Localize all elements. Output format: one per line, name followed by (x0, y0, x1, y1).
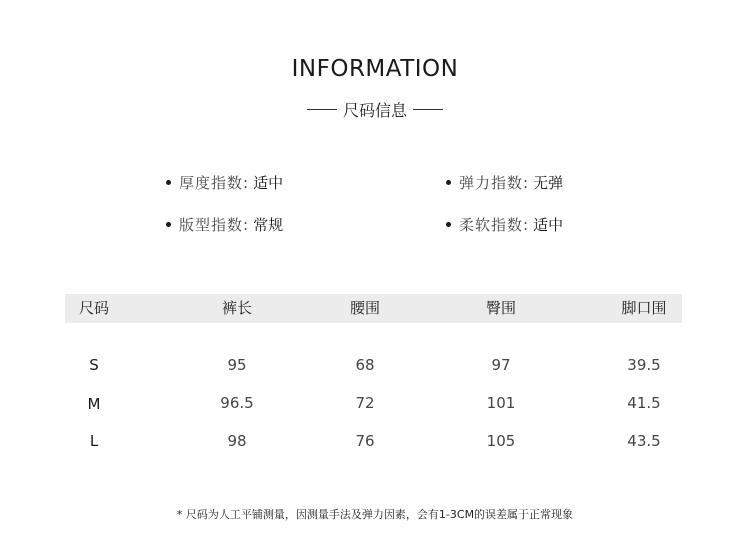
table-cell-size: M (87, 395, 101, 413)
bullet-icon (446, 222, 451, 227)
attribute-label: 弹力指数: (459, 173, 530, 192)
page-subtitle: 尺码信息 (342, 101, 407, 120)
bullet-icon (166, 222, 171, 227)
table-cell-hem: 39.5 (627, 356, 661, 374)
subtitle-divider-right (413, 109, 443, 110)
table-cell-length: 95 (227, 356, 247, 374)
attribute-elasticity (446, 170, 563, 194)
table-cell-hem: 41.5 (627, 394, 661, 412)
page-title: INFORMATION (291, 56, 459, 82)
attribute-label: 版型指数: (179, 215, 250, 234)
attribute-softness (446, 212, 563, 236)
table-cell-size: S (89, 356, 99, 374)
table-cell-hip: 105 (486, 432, 516, 450)
table-cell-length: 98 (227, 432, 247, 450)
table-header-hip: 臀围 (485, 299, 516, 317)
table-header-hem: 脚口围 (621, 299, 667, 317)
table-header-length: 裤长 (221, 299, 252, 317)
attribute-value: 适中 (533, 215, 564, 234)
attribute-label: 柔软指数: (459, 215, 530, 234)
attribute-label: 厚度指数: (179, 173, 250, 192)
table-cell-waist: 72 (355, 394, 375, 412)
bullet-icon (166, 180, 171, 185)
table-header-size: 尺码 (78, 299, 109, 317)
attribute-value: 适中 (253, 173, 284, 192)
subtitle-row (0, 98, 750, 121)
attribute-value: 常规 (253, 215, 284, 234)
table-cell-length: 96.5 (220, 394, 254, 412)
measurement-footnote: * 尺码为人工平铺测量，因测量手法及弹力因素，会有1-3CM的误差属于正常现象 (176, 508, 574, 521)
attribute-thickness (166, 170, 283, 194)
attribute-fit (166, 212, 283, 236)
table-cell-hem: 43.5 (627, 432, 661, 450)
table-cell-hip: 97 (491, 356, 511, 374)
table-cell-waist: 68 (355, 356, 375, 374)
table-header-waist: 腰围 (349, 299, 380, 317)
table-cell-hip: 101 (486, 394, 516, 412)
bullet-icon (446, 180, 451, 185)
attribute-value: 无弹 (533, 173, 564, 192)
table-cell-waist: 76 (355, 432, 375, 450)
subtitle-divider-left (307, 109, 337, 110)
table-cell-size: L (89, 432, 99, 450)
